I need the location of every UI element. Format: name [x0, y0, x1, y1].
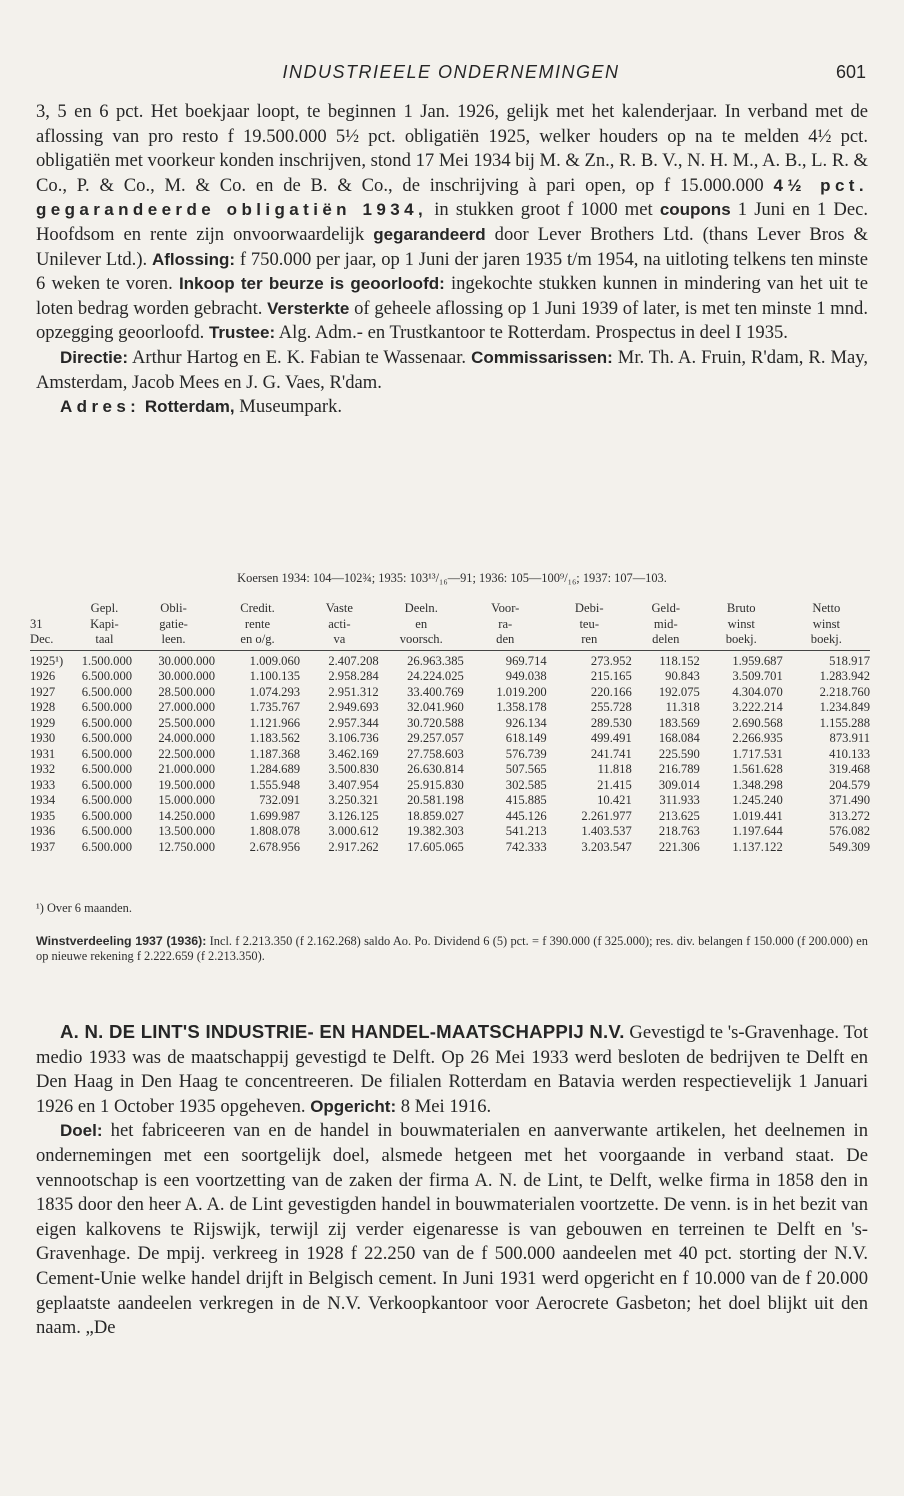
value-cell: 319.468 [829, 762, 870, 776]
text: in stukken groot [427, 199, 568, 221]
value-cell: 1.121.966 [249, 715, 301, 730]
value-cell: 30.720.588 [407, 715, 464, 730]
value-cell: 415.885 [505, 793, 547, 807]
year-cell: 1934 [30, 793, 56, 807]
text: 3, 5 en 6 pct. Het boekjaar loopt, te beginnen 1 Jan. 1926, gelijk met het kalenderjaar. In verband met de aflossing van pro resto [36, 101, 868, 147]
text: of geheele aflossing op 1 Juni 1939 of later, is met ten minste 1 mnd. opzegging geoorloofd. [36, 297, 868, 344]
value-cell: 3.250.321 [328, 793, 379, 807]
header-cell: 31 [30, 616, 43, 631]
doel-label: Doel: [60, 1121, 103, 1141]
trustee-label: Trustee: [208, 323, 276, 343]
value-cell: 6.500.000 [81, 669, 133, 683]
value-cell: 10.421 [597, 793, 632, 807]
table-row [30, 809, 870, 825]
value-cell: 216.789 [658, 762, 700, 776]
header-cell: gatie- [159, 616, 188, 631]
value-cell: 11.318 [665, 700, 700, 714]
value-cell: 168.084 [658, 731, 700, 745]
value-cell: 30.000.000 [158, 653, 215, 668]
value-cell: 311.933 [659, 793, 700, 807]
value-cell: 28.500.000 [158, 684, 215, 699]
value-cell: 17.605.065 [407, 839, 464, 854]
table-row [30, 700, 870, 716]
value-cell: 6.500.000 [81, 731, 133, 745]
value-cell: 26.963.385 [407, 653, 464, 668]
adres-city: Rotterdam, [144, 397, 235, 417]
header-cell: Kapi- [90, 616, 119, 631]
table-row [30, 747, 870, 763]
year-cell: 1931 [30, 746, 56, 761]
value-cell: 32.041.960 [407, 700, 464, 714]
value-cell: 926.134 [505, 715, 547, 730]
value-cell: 742.333 [505, 839, 547, 854]
value-cell: 6.500.000 [81, 762, 133, 776]
year-cell: 1926 [30, 669, 56, 683]
year-cell: 1937 [30, 839, 56, 854]
header-row [30, 632, 870, 650]
commissarissen-label: Commissarissen: [471, 347, 613, 367]
header-row [30, 601, 870, 617]
value-cell: 25.500.000 [158, 715, 215, 730]
header-cell: acti- [328, 616, 351, 631]
value-cell: 3.222.214 [732, 700, 783, 714]
directie-label: Directie: [60, 347, 129, 367]
header-cell: mid- [653, 616, 678, 631]
value-cell: 27.758.603 [407, 746, 464, 761]
text: f 1000 met [567, 199, 660, 221]
header-cell: Voor- [491, 601, 520, 615]
value-cell: 549.309 [829, 839, 870, 854]
table-header [30, 601, 870, 650]
header-cell: winst [727, 616, 755, 631]
value-cell: 225.590 [658, 746, 700, 761]
value-cell: 2.957.344 [328, 715, 379, 730]
value-cell: 1.100.135 [249, 669, 301, 683]
doel-paragraph [36, 1119, 868, 1340]
table-row [30, 685, 870, 701]
text: f 750.000 per jaar, op 1 Juni der jaren 1935 t/m 1954, na uitloting telkens ten minste 6 weken te voren. [36, 248, 868, 295]
inkoop-label: Inkoop ter beurze is geoorloofd: [178, 274, 445, 294]
adres-label: Adres: [60, 397, 141, 417]
value-cell: 1.283.942 [819, 669, 870, 683]
value-cell: 1.019.200 [496, 684, 547, 699]
value-cell: 13.500.000 [158, 824, 215, 838]
value-cell: 576.739 [505, 746, 547, 761]
value-cell: 12.750.000 [158, 839, 215, 854]
table-body [30, 650, 870, 855]
header-cell: taal [77, 632, 132, 650]
value-cell: 220.166 [590, 684, 632, 699]
text: door Lever Brothers Ltd. (thans Lever Bros & Unilever Ltd.). [36, 223, 868, 270]
header-cell: leen. [132, 632, 215, 650]
year-cell: 1936 [30, 824, 56, 838]
value-cell: 14.250.000 [158, 808, 215, 823]
value-cell: 1.735.767 [249, 700, 301, 714]
value-cell: 3.462.169 [328, 746, 379, 761]
page-number: 601 [835, 62, 866, 82]
spaced-obligation-title: 4½ pct. gegarandeerde obligatiën 1934, [36, 175, 868, 220]
company-paragraph [36, 1020, 868, 1119]
year-cell: 1928 [30, 700, 56, 714]
text: f 15.000.000 [664, 174, 774, 196]
value-cell: 218.763 [658, 824, 700, 838]
value-cell: 313.272 [829, 808, 870, 823]
value-cell: 289.530 [590, 715, 632, 730]
value-cell: 3.203.547 [581, 839, 632, 854]
header-cell: winst [812, 616, 841, 631]
value-cell: 3.500.830 [328, 762, 379, 776]
header-cell: en [415, 616, 428, 631]
value-cell: 445.126 [505, 808, 547, 823]
value-cell: 1.555.948 [249, 777, 301, 792]
value-cell: 6.500.000 [81, 808, 133, 823]
value-cell: 1.155.288 [819, 715, 870, 730]
value-cell: 21.415 [597, 777, 632, 792]
value-cell: 410.133 [829, 746, 870, 761]
text: Museumpark. [234, 396, 343, 418]
value-cell: 618.149 [505, 731, 547, 745]
value-cell: 6.500.000 [81, 777, 133, 792]
value-cell: 1.245.240 [732, 793, 783, 807]
header-cell: Obli- [160, 601, 187, 615]
header-cell: en o/g. [215, 632, 300, 650]
value-cell: 4.304.070 [732, 684, 783, 699]
gegarandeerd-term: gegarandeerd [373, 224, 486, 244]
directie-paragraph [36, 346, 868, 395]
obligations-paragraph [36, 100, 868, 346]
running-title: INDUSTRIEELE ONDERNEMINGEN [282, 62, 620, 82]
financial-table [30, 601, 870, 855]
value-cell: 2.690.568 [732, 715, 783, 730]
value-cell: 507.565 [505, 762, 547, 776]
value-cell: 3.407.954 [328, 777, 379, 792]
value-cell: 221.306 [658, 839, 700, 854]
footnote: ¹) Over 6 maanden. [36, 901, 132, 915]
header-cell: Gepl. [90, 601, 119, 615]
value-cell: 1.358.178 [496, 700, 547, 714]
value-cell: 1.808.078 [249, 824, 301, 838]
value-cell: 969.714 [505, 653, 547, 668]
year-cell: 1929 [30, 715, 56, 730]
value-cell: 2.218.760 [819, 684, 870, 699]
value-cell: 1.197.644 [732, 824, 783, 838]
header-cell: Debi- [574, 601, 604, 615]
value-cell: 90.843 [665, 669, 700, 683]
value-cell: 1.348.298 [732, 777, 783, 792]
value-cell: 873.911 [829, 731, 870, 745]
header-cell: Geld- [651, 601, 681, 615]
value-cell: 1.019.441 [732, 808, 783, 823]
table-row [30, 793, 870, 809]
value-cell: 949.038 [505, 669, 547, 683]
value-cell: 27.000.000 [158, 700, 215, 714]
value-cell: 1.137.122 [732, 839, 783, 854]
value-cell: 732.091 [259, 793, 301, 807]
aflossing-label: Aflossing: [151, 249, 236, 269]
value-cell: 273.952 [590, 653, 632, 668]
value-cell: 1.234.849 [819, 700, 870, 714]
header-cell: rente [244, 616, 271, 631]
table-row [30, 840, 870, 856]
value-cell: 6.500.000 [81, 715, 133, 730]
value-cell: 183.569 [658, 715, 700, 730]
value-cell: 18.859.027 [407, 808, 464, 823]
header-cell: Bruto [726, 601, 756, 615]
opgericht-label: Opgericht: [310, 1096, 397, 1116]
value-cell: 1.183.562 [249, 731, 301, 745]
header-cell: Deeln. [404, 601, 438, 615]
text: Arthur Hartog en E. K. Fabian te Wassenaar. [128, 346, 472, 368]
header-cell: boekj. [783, 632, 870, 650]
value-cell: 204.579 [829, 777, 870, 792]
value-cell: 2.949.693 [328, 700, 379, 714]
header-cell: va [300, 632, 379, 650]
value-cell: 6.500.000 [81, 700, 133, 714]
year-cell: 1930 [30, 731, 56, 745]
header-cell: voorsch. [379, 632, 464, 650]
header-cell: den [464, 632, 547, 650]
value-cell: 1.699.987 [249, 808, 301, 823]
year-cell: 1933 [30, 777, 56, 792]
header-cell: Credit. [240, 601, 275, 615]
value-cell: 255.728 [590, 700, 632, 714]
second-company-section [36, 1020, 868, 1341]
table-row [30, 778, 870, 794]
value-cell: 30.000.000 [158, 669, 215, 683]
value-cell: 1.717.531 [732, 746, 783, 761]
adres-paragraph [36, 395, 868, 420]
text: het fabriceeren van en de handel in bouwmaterialen en aanverwante artikelen, het deelnemen in ondernemingen met een soortgelijk doel, alsmede hetgeen met het voorgaande in verband staat. De vennootschap is een voortzetting van de zaken der firma A. N. de Lint, te Delft, welke firma in 1858 den in 1835 door den heer A. A. de Lint gevestigden handel in bouwmaterialen voortzette. De venn. is in het bezit van eigen kalkovens te Rijswijk, terwijl zij verder eigenaresse is van gebouwen en terreinen te Delft en 's-Gravenhage. De mpij. verkreeg in 1928 f 22.250 van de f 500.000 aandeelen met 40 pct. storting der N.V. Cement-Unie welke handel drijft in Belgisch cement. In Juni 1931 werd opgericht en f 10.000 van de f 20.000 geplaatste aandeelen verkregen in de N.V. Verkoopkantoor voor Aerocrete Gasbeton; het doel blijkt uit den naam. „De [36, 1120, 868, 1339]
value-cell: 371.490 [829, 793, 870, 807]
header-row [30, 617, 870, 633]
header-cell: Vaste [325, 601, 354, 615]
value-cell: 576.082 [829, 824, 870, 838]
value-cell: 215.165 [590, 669, 632, 683]
header-cell [30, 601, 77, 617]
value-cell: 26.630.814 [407, 762, 464, 776]
value-cell: 2.951.312 [328, 684, 379, 699]
value-cell: 541.213 [505, 824, 547, 838]
value-cell: 20.581.198 [407, 793, 464, 807]
header-cell: teu- [579, 616, 600, 631]
year-cell: 1935 [30, 808, 56, 823]
coupons-term: coupons [659, 200, 731, 220]
value-cell: 1.403.537 [581, 824, 632, 838]
value-cell: 1.074.293 [249, 684, 301, 699]
company-name: A. N. DE LINT'S INDUSTRIE- EN HANDEL-MAATSCHAPPIJ N.V. [60, 1021, 625, 1042]
text: Incl. f 2.213.350 (f 2.162.268) saldo Ao. Po. Dividend 6 (5) pct. = f 390.000 (f 325.000); res. div. belangen f 150.000 (f 200.000) en op nieuwe rekening f 2.222.659 (f 2.213.350). [36, 934, 869, 963]
koersen-line: Koersen 1934: 104—102¾; 1935: 103¹³/₁₆—91; 1936: 105—100⁹/₁₆; 1937: 107—103. [237, 571, 667, 585]
value-cell: 3.000.612 [328, 824, 379, 838]
winstverdeeling-paragraph [36, 934, 868, 964]
value-cell: 2.678.956 [249, 839, 301, 854]
header-cell: boekj. [700, 632, 783, 650]
value-cell: 22.500.000 [158, 746, 215, 761]
value-cell: 213.625 [658, 808, 700, 823]
value-cell: 11.818 [597, 762, 632, 776]
value-cell: 2.266.935 [732, 731, 783, 745]
value-cell: 2.917.262 [328, 839, 379, 854]
value-cell: 1.561.628 [732, 762, 783, 776]
value-cell: 241.741 [590, 746, 632, 761]
value-cell: 2.958.284 [328, 669, 379, 683]
value-cell: 21.000.000 [158, 762, 215, 776]
year-cell: 1927 [30, 684, 56, 699]
table-row [30, 762, 870, 778]
value-cell: 1.500.000 [81, 653, 133, 668]
value-cell: 302.585 [505, 777, 547, 792]
value-cell: 19.500.000 [158, 777, 215, 792]
text: f 19.500.000 5½ pct. obligatiën 1925, welker houders op na te melden 4½ pct. obligatiën met voorkeur konden inschrijven, stond 17 Mei 1934 bij M. & Zn., R. B. V., N. H. M., A. B., L. R. & Co., P. & Co., M. & Co. en de B. & Co., de inschrijving à pari open, op [36, 125, 868, 196]
value-cell: 6.500.000 [81, 839, 133, 854]
value-cell: 33.400.769 [407, 684, 464, 699]
header-cell: delen [632, 632, 700, 650]
value-cell: 6.500.000 [81, 824, 133, 838]
value-cell: 118.152 [659, 653, 700, 668]
value-cell: 1.187.368 [249, 746, 301, 761]
value-cell: 6.500.000 [81, 793, 133, 807]
text: Alg. Adm.- en Trustkantoor te Rotterdam. Prospectus in deel I 1935. [275, 322, 788, 344]
value-cell: 518.917 [829, 653, 870, 668]
text: Gevestigd te 's-Gravenhage. Tot medio 1933 was de maatschappij gevestigd te Delft. Op 26 Mei 1933 werd besloten de bedrijven te Delft en Den Haag in Den Haag te concentreeren. De filialen Rotterdam en Batavia werden respectievelijk 1 Januari 1926 en 1 October 1935 opgeheven. [36, 1022, 868, 1117]
value-cell: 24.000.000 [158, 731, 215, 745]
versterkte-label: Versterkte [267, 298, 350, 318]
table-row [30, 650, 870, 669]
value-cell: 3.126.125 [328, 808, 379, 823]
intro-section [36, 100, 868, 420]
table-row [30, 669, 870, 685]
value-cell: 25.915.830 [407, 777, 464, 792]
table-row [30, 824, 870, 840]
header-cell: Netto [812, 601, 841, 615]
value-cell: 1.284.689 [249, 762, 301, 776]
header-cell: Dec. [30, 632, 77, 650]
winstverdeeling-label: Winstverdeeling 1937 (1936): [36, 934, 207, 948]
text: Mr. Th. A. Fruin, R'dam, R. May, Amsterdam, Jacob Mees en J. G. Vaes, R'dam. [36, 346, 868, 393]
value-cell: 1.959.687 [732, 653, 783, 668]
table-row [30, 731, 870, 747]
value-cell: 2.261.977 [581, 808, 632, 823]
value-cell: 24.224.025 [407, 669, 464, 683]
text: 8 Mei 1916. [396, 1095, 492, 1117]
value-cell: 3.106.736 [328, 731, 379, 745]
value-cell: 3.509.701 [732, 669, 783, 683]
value-cell: 2.407.208 [328, 653, 379, 668]
value-cell: 499.491 [590, 731, 632, 745]
header-cell: ra- [498, 616, 513, 631]
value-cell: 1.009.060 [249, 653, 301, 668]
text: ingekochte stukken kunnen in mindering van het uit te loten bedrag worden gebracht. [36, 273, 869, 319]
text: 1 Juni en 1 Dec. Hoofdsom en rente zijn onvoorwaardelijk [36, 199, 868, 245]
value-cell: 19.382.303 [407, 824, 464, 838]
year-cell: 1925¹) [30, 653, 64, 668]
value-cell: 15.000.000 [158, 793, 215, 807]
running-head [36, 62, 866, 86]
value-cell: 309.014 [658, 777, 700, 792]
value-cell: 6.500.000 [81, 684, 133, 699]
value-cell: 6.500.000 [81, 746, 133, 761]
value-cell: 29.257.057 [407, 731, 464, 745]
header-cell: ren [547, 632, 632, 650]
table-row [30, 716, 870, 732]
year-cell: 1932 [30, 762, 56, 776]
value-cell: 192.075 [658, 684, 700, 699]
